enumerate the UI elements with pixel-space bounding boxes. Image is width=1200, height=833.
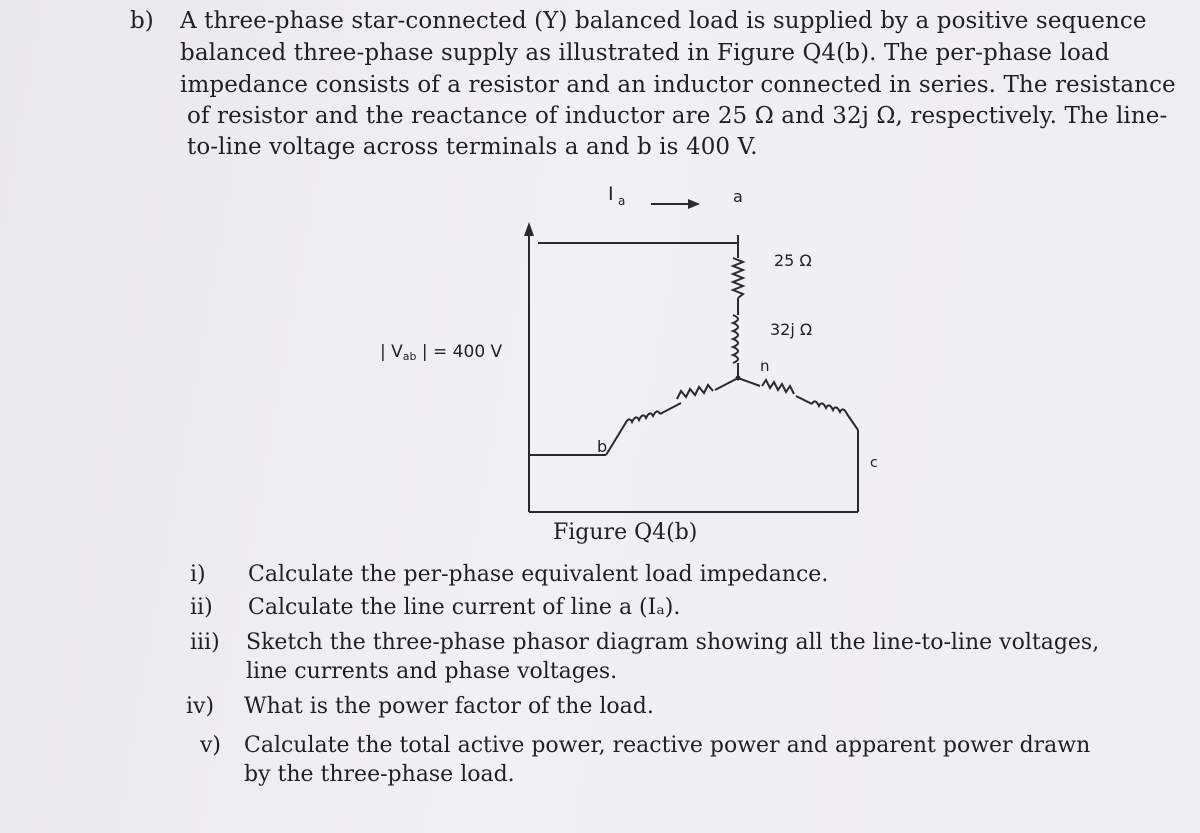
problem-line-1: A three-phase star-connected (Y) balanced load is supplied by a positive sequence	[180, 8, 1147, 34]
problem-line-2: balanced three-phase supply as illustrated in Figure Q4(b). The per-phase load	[180, 40, 1110, 66]
phase-b-coil	[606, 378, 738, 455]
figure-caption: Figure Q4(b)	[553, 520, 698, 545]
terminal-a-label: a	[733, 187, 743, 206]
phase-c-coil	[738, 378, 858, 430]
question-label-iv: iv)	[186, 694, 215, 719]
question-label-v: v)	[200, 733, 222, 758]
question-text-i: Calculate the per-phase equivalent load impedance.	[248, 562, 829, 587]
current-sub: a	[618, 194, 626, 208]
problem-line-5: to-line voltage across terminals a and b is 400 V.	[187, 134, 758, 160]
question-label-iii: iii)	[190, 630, 220, 655]
phase-a-coil	[733, 243, 743, 370]
current-label: I	[608, 183, 614, 205]
question-text-ii: Calculate the line current of line a (Iₐ).	[248, 595, 681, 620]
question-label-i: i)	[190, 562, 206, 587]
question-text-iv: What is the power factor of the load.	[244, 694, 654, 719]
voltage-label: | Vab | = 400 V	[380, 342, 503, 363]
terminal-b-label: b	[597, 437, 608, 456]
problem-line-3: impedance consists of a resistor and an inductor connected in series. The resistance	[180, 72, 1176, 98]
question-text-v-1: Calculate the total active power, reactive power and apparent power drawn	[244, 733, 1091, 758]
question-text-iii-2: line currents and phase voltages.	[246, 659, 618, 684]
current-arrow-head	[688, 199, 700, 209]
question-label-ii: ii)	[190, 595, 213, 620]
problem-marker: b)	[130, 8, 154, 34]
neutral-label: n	[760, 357, 770, 375]
question-text-v-2: by the three-phase load.	[244, 762, 515, 787]
resistance-label: 25 Ω	[774, 251, 812, 270]
question-text-iii-1: Sketch the three-phase phasor diagram showing all the line-to-line voltages,	[246, 630, 1100, 655]
vab-arrow-head	[524, 222, 534, 236]
reactance-label: 32j Ω	[770, 320, 813, 339]
problem-line-4: of resistor and the reactance of inductor are 25 Ω and 32j Ω, respectively. The line-	[187, 103, 1168, 129]
terminal-c-label: c	[870, 455, 878, 471]
